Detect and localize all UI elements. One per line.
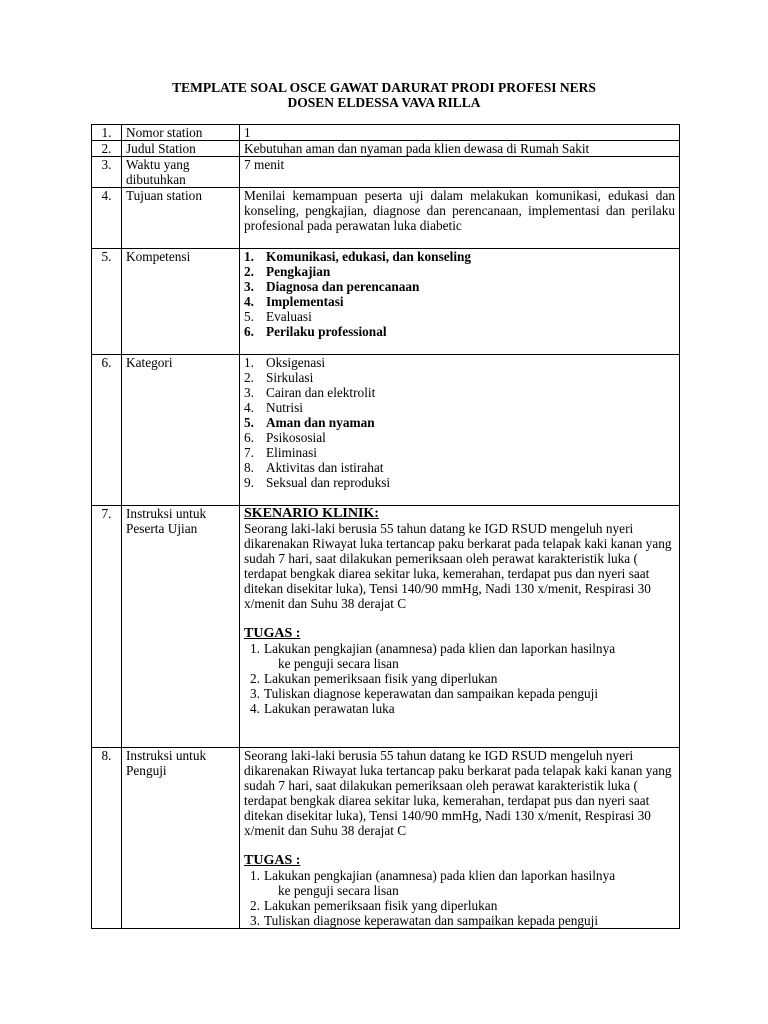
task-number: 2. (250, 671, 260, 686)
competency-list (244, 249, 675, 339)
item-number: 1. (244, 249, 254, 264)
task-text: Lakukan perawatan luka (264, 701, 395, 716)
list-item (244, 294, 675, 309)
task-text: Tuliskan diagnose keperawatan dan sampaikan kepada penguji (264, 913, 599, 928)
item-text: Implementasi (266, 294, 344, 309)
item-text: Aktivitas dan istirahat (266, 460, 384, 475)
row-value: 7 menit (240, 157, 680, 188)
task-number: 1. (250, 641, 260, 656)
task-item (244, 701, 675, 716)
item-text: Cairan dan elektrolit (266, 385, 376, 400)
list-item (244, 249, 675, 264)
row-label: Instruksi untuk Penguji (122, 748, 240, 929)
list-item (244, 355, 675, 370)
item-text: Perilaku professional (266, 324, 387, 339)
task-text: Lakukan pemeriksaan fisik yang diperlukan (264, 671, 498, 686)
competency-cell (240, 249, 680, 355)
title-line-2: DOSEN ELDESSA VAVA RILLA (287, 95, 481, 110)
category-cell (240, 355, 680, 506)
task-text: Lakukan pengkajian (anamnesa) pada klien dan laporkan hasilnya (264, 868, 616, 883)
row-number: 3. (92, 157, 122, 188)
task-text: Lakukan pemeriksaan fisik yang diperlukan (264, 898, 498, 913)
row-number: 8. (92, 748, 122, 929)
item-text: Diagnosa dan perencanaan (266, 279, 420, 294)
table-row (92, 141, 680, 157)
table-row (92, 188, 680, 249)
table-row (92, 249, 680, 355)
item-number: 5. (244, 309, 254, 324)
table-row (92, 748, 680, 929)
row-number: 1. (92, 125, 122, 141)
row-number: 6. (92, 355, 122, 506)
task-item (244, 913, 675, 928)
list-item (244, 324, 675, 339)
item-text: Nutrisi (266, 400, 303, 415)
task-text: Lakukan pengkajian (anamnesa) pada klien dan laporkan hasilnya (264, 641, 616, 656)
task-item (244, 671, 675, 686)
task-item (244, 868, 675, 898)
task-text-continued: ke penguji secara lisan (278, 656, 399, 671)
task-item (244, 641, 675, 671)
row-label: Waktu yang dibutuhkan (122, 157, 240, 188)
item-number: 3. (244, 279, 254, 294)
row-label: Instruksi untuk Peserta Ujian (122, 506, 240, 748)
row-label: Tujuan station (122, 188, 240, 249)
examiner-instruction-cell (240, 748, 680, 929)
list-item (244, 309, 675, 324)
task-list (244, 641, 675, 716)
item-number: 4. (244, 400, 254, 415)
row-number: 2. (92, 141, 122, 157)
item-text: Seksual dan reproduksi (266, 475, 391, 490)
item-text: Sirkulasi (266, 370, 314, 385)
task-number: 4. (250, 701, 260, 716)
item-number: 6. (244, 324, 254, 339)
row-value: 1 (240, 125, 680, 141)
list-item (244, 400, 675, 415)
list-item (244, 279, 675, 294)
row-number: 4. (92, 188, 122, 249)
item-text: Pengkajian (266, 264, 331, 279)
item-number: 3. (244, 385, 254, 400)
scenario-text: Seorang laki-laki berusia 55 tahun datang ke IGD RSUD mengeluh nyeri dikarenakan Riwayat luka tertancap paku berkarat pada telapak kaki kanan yang sudah 7 hari, saat dilakukan pemeriksaan oleh perawat karakteristik luka ( terdapat bengkak diarea sekitar luka, kemerahan, terdapat pus dan nyeri saat ditekan disekitar luka), Tensi 140/90 mmHg, Nadi 130 x/menit, Respirasi 30 x/menit dan Suhu 38 derajat C (244, 748, 672, 838)
table-row (92, 125, 680, 141)
item-number: 5. (244, 415, 254, 430)
task-number: 3. (250, 686, 260, 701)
list-item (244, 475, 675, 490)
list-item (244, 445, 675, 460)
item-text: Eliminasi (266, 445, 317, 460)
task-item (244, 686, 675, 701)
item-number: 2. (244, 370, 254, 385)
item-text: Komunikasi, edukasi, dan konseling (266, 249, 472, 264)
item-text: Psikososial (266, 430, 326, 445)
category-list (244, 355, 675, 490)
list-item (244, 415, 675, 430)
row-number: 5. (92, 249, 122, 355)
task-list (244, 868, 675, 928)
item-number: 4. (244, 294, 254, 309)
task-text-continued: ke penguji secara lisan (278, 883, 399, 898)
task-item (244, 898, 675, 913)
scenario-heading: SKENARIO KLINIK: (244, 506, 379, 521)
item-number: 8. (244, 460, 254, 475)
item-number: 1. (244, 355, 254, 370)
table-row (92, 355, 680, 506)
row-label: Kompetensi (122, 249, 240, 355)
tasks-heading: TUGAS : (244, 853, 301, 868)
task-number: 3. (250, 913, 260, 928)
table-row (92, 157, 680, 188)
task-number: 1. (250, 868, 260, 883)
item-number: 7. (244, 445, 254, 460)
title-line-1: TEMPLATE SOAL OSCE GAWAT DARURAT PRODI PROFESI NERS (172, 80, 596, 95)
list-item (244, 460, 675, 475)
osce-table (91, 124, 680, 929)
item-number: 6. (244, 430, 254, 445)
table-row (92, 506, 680, 748)
list-item (244, 430, 675, 445)
list-item (244, 264, 675, 279)
tasks-heading: TUGAS : (244, 626, 301, 641)
row-number: 7. (92, 506, 122, 748)
task-text: Tuliskan diagnose keperawatan dan sampaikan kepada penguji (264, 686, 599, 701)
item-text: Oksigenasi (266, 355, 326, 370)
item-text: Aman dan nyaman (266, 415, 375, 430)
row-value: Menilai kemampuan peserta uji dalam melakukan komunikasi, edukasi dan konseling, pengkajian, diagnose dan perencanaan, implementasi dan perilaku profesional pada perawatan luka diabetic (240, 188, 680, 249)
scenario-text: Seorang laki-laki berusia 55 tahun datang ke IGD RSUD mengeluh nyeri dikarenakan Riwayat luka tertancap paku berkarat pada telapak kaki kanan yang sudah 7 hari, saat dilakukan pemeriksaan oleh perawat karakteristik luka ( terdapat bengkak diarea sekitar luka, kemerahan, terdapat pus dan nyeri saat ditekan disekitar luka), Tensi 140/90 mmHg, Nadi 130 x/menit, Respirasi 30 x/menit dan Suhu 38 derajat C (244, 521, 672, 611)
item-text: Evaluasi (266, 309, 312, 324)
row-label: Nomor station (122, 125, 240, 141)
task-number: 2. (250, 898, 260, 913)
item-number: 9. (244, 475, 254, 490)
row-value: Kebutuhan aman dan nyaman pada klien dewasa di Rumah Sakit (240, 141, 680, 157)
list-item (244, 385, 675, 400)
row-label: Kategori (122, 355, 240, 506)
participant-instruction-cell (240, 506, 680, 748)
row-label: Judul Station (122, 141, 240, 157)
document-title (0, 80, 768, 110)
item-number: 2. (244, 264, 254, 279)
list-item (244, 370, 675, 385)
